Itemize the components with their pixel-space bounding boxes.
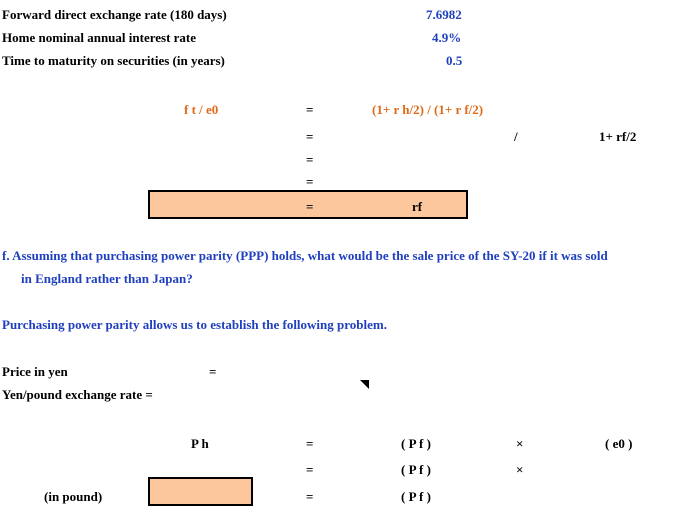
- maturity-label: Time to maturity on securities (in years): [2, 53, 225, 68]
- yen-pound-label: Yen/pound exchange rate =: [2, 387, 153, 402]
- eq2-times-2: ×: [516, 462, 524, 477]
- rf-label: rf: [412, 199, 423, 214]
- home-rate-value: 4.9%: [432, 30, 462, 45]
- home-rate-label: Home nominal annual interest rate: [2, 30, 197, 45]
- ppp-intro: Purchasing power parity allows us to establish the following problem.: [2, 317, 387, 332]
- eq1-equals-5: =: [306, 199, 314, 214]
- in-pound-label: (in pound): [44, 489, 103, 504]
- rf-answer-box[interactable]: [148, 190, 468, 219]
- pound-price-answer-box[interactable]: [148, 477, 253, 506]
- forward-rate-label: Forward direct exchange rate (180 days): [2, 7, 227, 22]
- eq2-e0: ( e0 ): [605, 436, 633, 451]
- eq2-ph: P h: [191, 436, 209, 451]
- eq2-pf-1: ( P f ): [401, 436, 431, 451]
- cursor-pointer-icon: [360, 380, 369, 389]
- eq1-equals-3: =: [306, 152, 314, 167]
- eq1-denominator: 1+ rf/2: [599, 129, 637, 144]
- eq2-pf-2: ( P f ): [401, 462, 431, 477]
- eq2-equals-1: =: [306, 436, 314, 451]
- price-yen-label: Price in yen: [2, 364, 68, 379]
- eq2-pf-3: ( P f ): [401, 489, 431, 504]
- eq1-equals-4: =: [306, 174, 314, 189]
- eq2-times-1: ×: [516, 436, 524, 451]
- eq2-equals-2: =: [306, 462, 314, 477]
- eq2-equals-3: =: [306, 489, 314, 504]
- question-f-line1: f. Assuming that purchasing power parity (PPP) holds, what would be the sale price of the SY-20 if it was sold: [2, 248, 608, 263]
- forward-rate-value: 7.6982: [426, 7, 462, 22]
- question-f-line2: in England rather than Japan?: [21, 271, 193, 286]
- eq1-slash: /: [514, 129, 518, 144]
- eq1-rhs: (1+ r h/2) / (1+ r f/2): [372, 102, 484, 117]
- price-yen-equals: =: [209, 364, 217, 379]
- eq1-equals-1: =: [306, 102, 314, 117]
- eq1-lhs: f t / e0: [184, 102, 219, 117]
- maturity-value: 0.5: [446, 53, 463, 68]
- eq1-equals-2: =: [306, 129, 314, 144]
